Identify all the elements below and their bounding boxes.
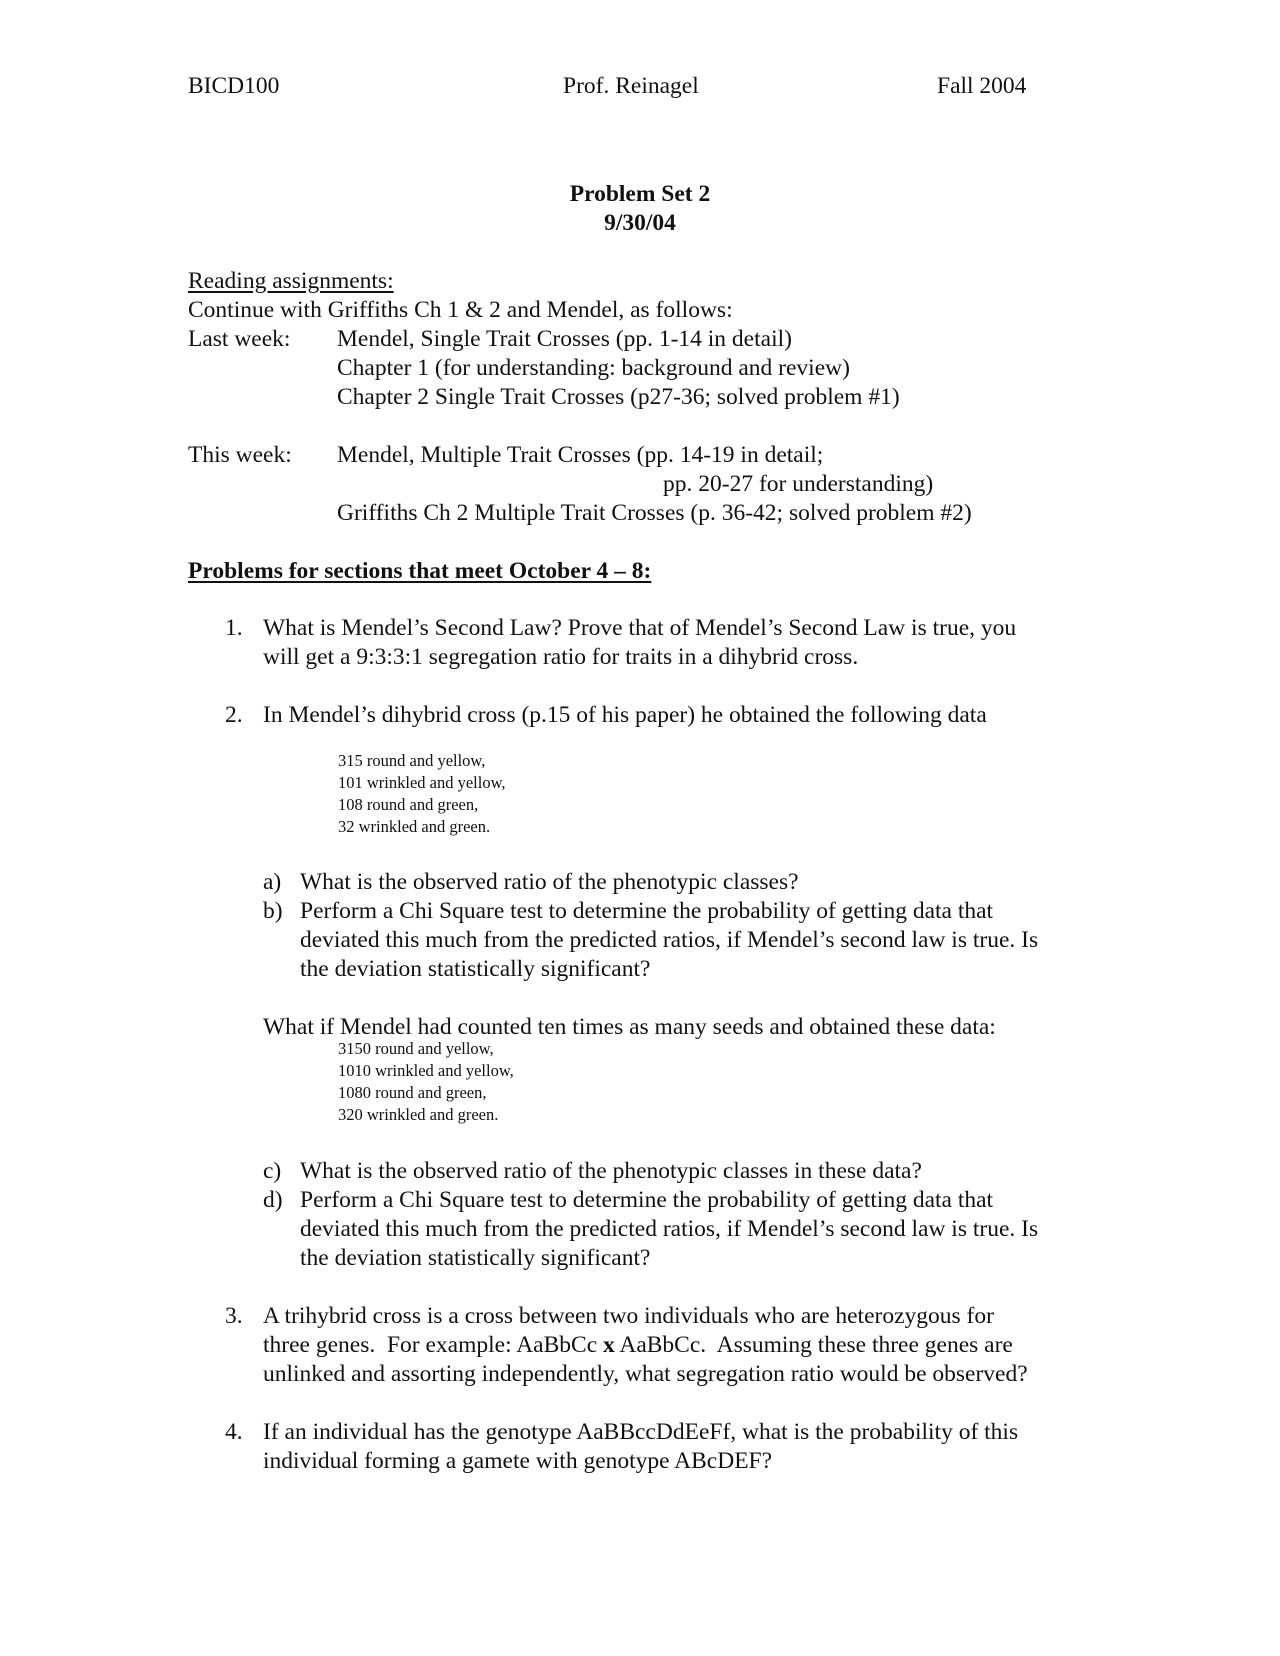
subpart-label: c) (263, 1158, 282, 1184)
subpart-text: What is the observed ratio of the phenotypic classes? (300, 869, 799, 895)
problems-heading: Problems for sections that meet October 4 – 8: (188, 558, 652, 584)
reading-intro: Continue with Griffiths Ch 1 & 2 and Mendel, as follows: (188, 297, 733, 323)
data-item: 32 wrinkled and green. (338, 817, 491, 836)
data-item: 1080 round and green, (338, 1083, 487, 1102)
problem-3-text-pre: three genes. For example: AaBbCc (263, 1332, 604, 1358)
cross-symbol: x (603, 1332, 615, 1358)
problem-1-text: What is Mendel’s Second Law? Prove that of Mendel’s Second Law is true, you (263, 615, 1017, 641)
subpart-text: deviated this much from the predicted ratios, if Mendel’s second law is true. Is (300, 927, 1039, 953)
reading-heading: Reading assignments: (188, 268, 394, 294)
this-week-item: Mendel, Multiple Trait Crosses (pp. 14-19 in detail; (337, 442, 824, 468)
problem-number: 2. (225, 702, 243, 728)
subpart-text: Perform a Chi Square test to determine the probability of getting data that (300, 898, 994, 924)
problem-4-text: individual forming a gamete with genotype ABcDEF? (263, 1448, 773, 1474)
data-item: 101 wrinkled and yellow, (338, 773, 506, 792)
last-week-item: Mendel, Single Trait Crosses (pp. 1-14 in detail) (337, 326, 792, 352)
data-item: 3150 round and yellow, (338, 1039, 494, 1058)
subpart-text: deviated this much from the predicted ratios, if Mendel’s second law is true. Is (300, 1216, 1039, 1242)
problem-number: 1. (225, 615, 243, 641)
page-title: Problem Set 2 (569, 181, 711, 207)
subpart-label: d) (263, 1187, 283, 1213)
header-course: BICD100 (188, 73, 280, 99)
subpart-text: the deviation statistically significant? (300, 1245, 651, 1271)
data-item: 108 round and green, (338, 795, 479, 814)
problem-number: 4. (225, 1419, 243, 1445)
problem-3-text: unlinked and assorting independently, what segregation ratio would be observed? (263, 1361, 1028, 1387)
subpart-label: a) (263, 869, 282, 895)
header-term: Fall 2004 (937, 73, 1027, 99)
data-item: 315 round and yellow, (338, 751, 486, 770)
last-week-item: Chapter 2 Single Trait Crosses (p27-36; solved problem #1) (337, 384, 900, 410)
problem-3-text-post: AaBbCc. Assuming these three genes are (614, 1332, 1013, 1358)
subpart-text: Perform a Chi Square test to determine the probability of getting data that (300, 1187, 994, 1213)
this-week-item: Griffiths Ch 2 Multiple Trait Crosses (p. 36-42; solved problem #2) (337, 500, 972, 526)
subpart-label: b) (263, 898, 283, 924)
problem-1-text: will get a 9:3:3:1 segregation ratio for traits in a dihybrid cross. (263, 644, 859, 670)
last-week-label: Last week: (188, 326, 291, 352)
data-item: 320 wrinkled and green. (338, 1105, 499, 1124)
what-if-text: What if Mendel had counted ten times as many seeds and obtained these data: (263, 1014, 996, 1040)
problem-number: 3. (225, 1303, 243, 1329)
data-item: 1010 wrinkled and yellow, (338, 1061, 514, 1080)
page-date: 9/30/04 (604, 210, 676, 236)
problem-3-text (263, 1331, 1013, 1359)
subpart-text: the deviation statistically significant? (300, 956, 651, 982)
problem-2-text: In Mendel’s dihybrid cross (p.15 of his paper) he obtained the following data (263, 702, 987, 728)
problem-4-text: If an individual has the genotype AaBBccDdEeFf, what is the probability of this (263, 1419, 1019, 1445)
subpart-text: What is the observed ratio of the phenotypic classes in these data? (300, 1158, 922, 1184)
header-instructor: Prof. Reinagel (563, 73, 699, 99)
problem-3-text: A trihybrid cross is a cross between two individuals who are heterozygous for (263, 1303, 994, 1329)
this-week-item: pp. 20-27 for understanding) (663, 471, 934, 497)
this-week-label: This week: (188, 442, 292, 468)
last-week-item: Chapter 1 (for understanding: background and review) (337, 355, 850, 381)
